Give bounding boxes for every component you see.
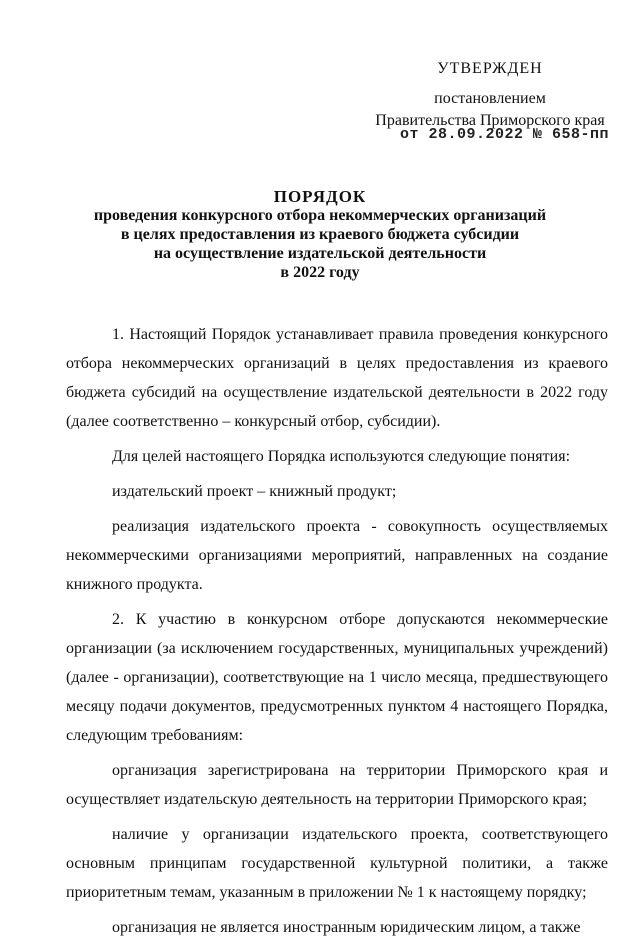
paragraph-4: реализация издательского проекта - совокупность осуществляемых некоммерческими организациями мероприятий, направленных на создание книжного продукта. (66, 518, 608, 593)
approval-title: УТВЕРЖДЕН (437, 60, 543, 77)
heading-line-1: проведения конкурсного отбора некоммерческих организаций (93, 207, 547, 224)
paragraph-2: Для целей настоящего Порядка используются следующие понятия: (112, 448, 571, 465)
document-title: ПОРЯДОК (273, 187, 367, 206)
approval-line-resolution: постановлением (434, 90, 546, 107)
paragraph-3: издательский проект – книжный продукт; (112, 483, 397, 500)
approval-gap (360, 80, 620, 88)
heading-line-2: в целях предоставления из краевого бюджета субсидии (120, 226, 520, 243)
paragraph-7: наличие у организации издательского проекта, соответствующего основным принципам государственной культурной политики, а также приоритетным темам, указанным в приложении № 1 к настоящему порядку; (66, 826, 608, 901)
document-heading (60, 187, 580, 282)
approval-stamp (360, 58, 620, 132)
paragraph-5: 2. К участию в конкурсном отборе допускаются некоммерческие организации (за исключением государственных, муниципальных учреждений) (далее - организации), соответствующие на 1 число месяца, предшествующего месяцу подачи документов, предусмотренных пунктом 4 настоящего Порядка, следующим требованиям: (66, 611, 608, 744)
approval-line-government: Правительства Приморского края (375, 112, 605, 129)
paragraph-6: организация зарегистрирована на территории Приморского края и осуществляет издательскую деятельность на территории Приморского края; (66, 762, 608, 808)
heading-line-4: в 2022 году (280, 264, 360, 281)
heading-line-3: на осуществление издательской деятельности (153, 245, 487, 262)
paragraph-8: организация не является иностранным юридическим лицом, а также (112, 919, 581, 936)
document-body (66, 320, 608, 948)
paragraph-1: 1. Настоящий Порядок устанавливает правила проведения конкурсного отбора некоммерческих организаций в целях предоставления из краевого бюджета субсидий на осуществление издательской деятельности в 2022 году (далее соответственно – конкурсный отбор, субсидии). (66, 326, 608, 430)
approval-date-number: от 28.09.2022 № 658-пп (400, 126, 610, 143)
